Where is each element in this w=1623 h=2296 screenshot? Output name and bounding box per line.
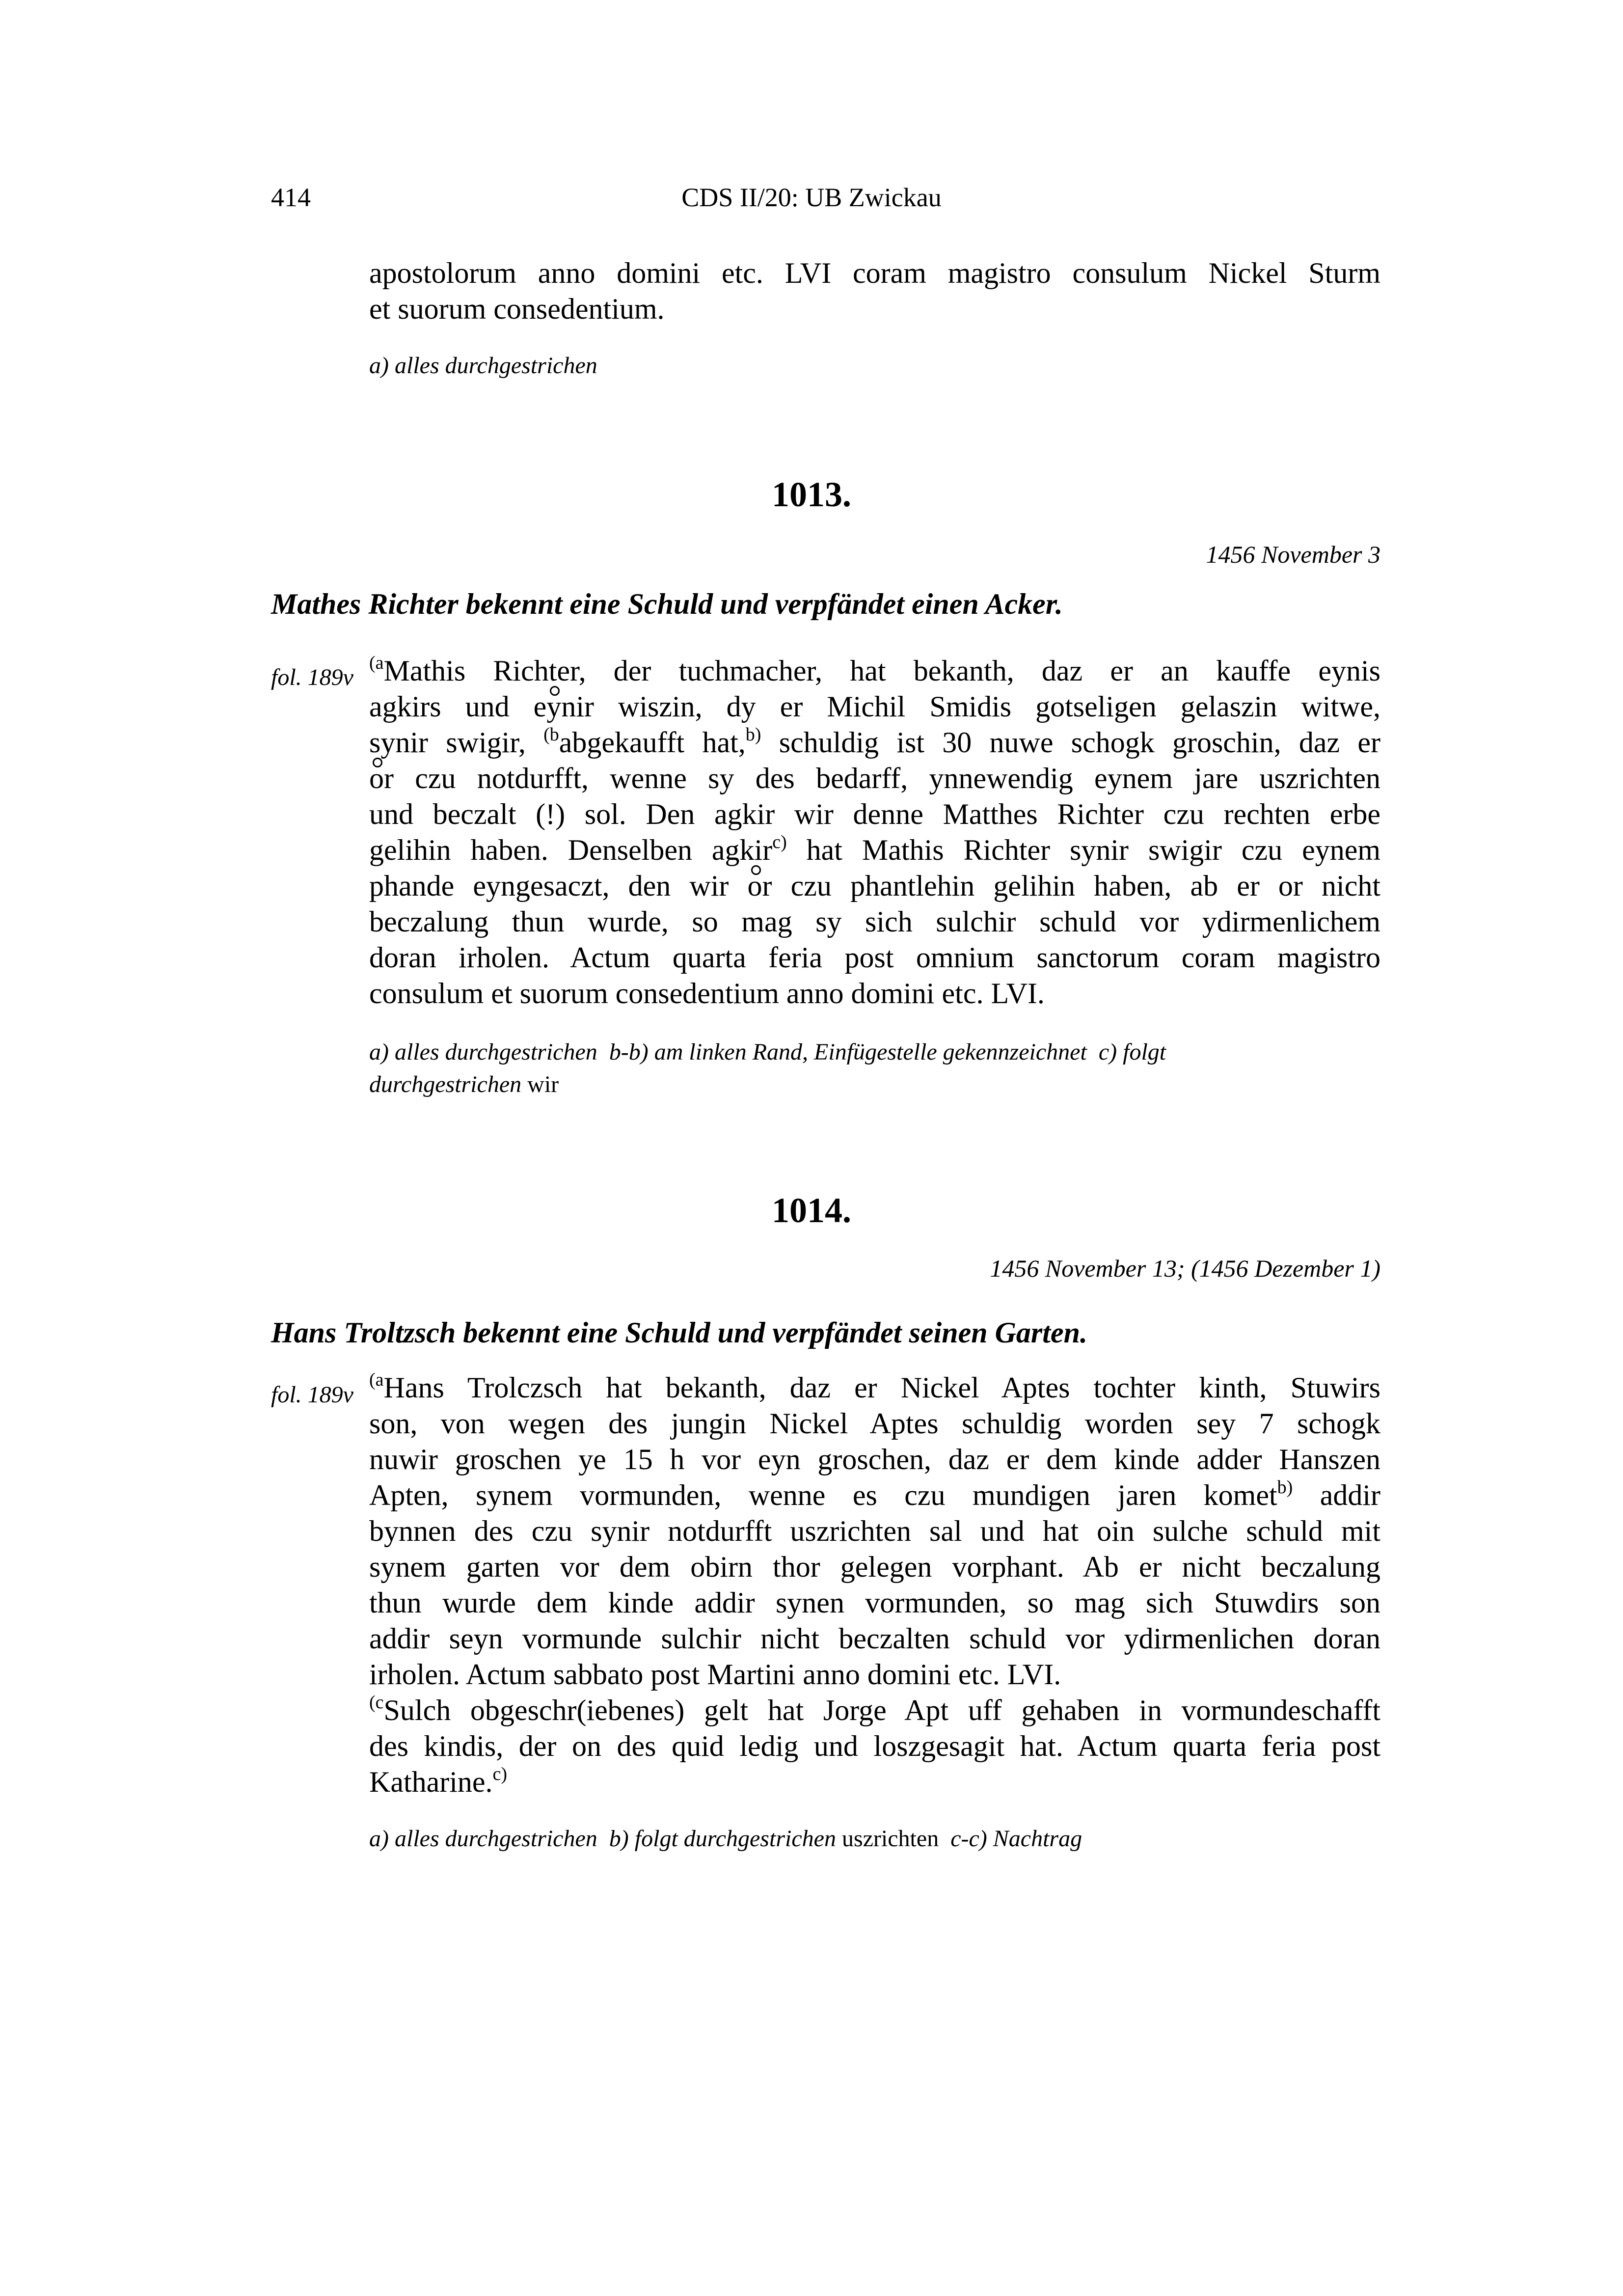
text-line: et suorum consedentium. (369, 293, 665, 325)
text-line: son, von wegen des jungin Nickel Aptes schuldig worden sey 7 schogk (369, 1407, 1380, 1440)
previous-entry-footnote: a) alles durchgestrichen (369, 353, 597, 379)
folio-reference: fol. 189v (271, 1382, 353, 1408)
text-line: thun wurde dem kinde addir synen vormunden, so mag sich Stuwdirs son (369, 1586, 1380, 1619)
entry-footnotes: a) alles durchgestrichen b-b) am linken Rand, Einfügestelle gekennzeichnet c) folgt durchgestrichen wir (369, 1039, 1166, 1097)
text-line: $^{(a}$Hans Trolczsch hat bekanth, daz er Nickel Aptes tochter kinth, Stuwirs (369, 1369, 1380, 1404)
text-line: consulum et suorum consedentium anno domini etc. LVI. (369, 977, 1045, 1010)
text-line: agkirs und eynir wiszin, dy er Michil Smidis gotseligen gelaszin witwe, (369, 689, 1380, 725)
entry-summary: Mathes Richter bekennt eine Schuld und verpfändet einen Acker. (271, 588, 1063, 620)
text-line: gelihin haben. Denselben agkir$^{c)}$ hat Mathis Richter synir swigir czu eynem (369, 832, 1381, 866)
page-number: 414 (271, 183, 311, 212)
text-line: $^{(a}$Mathis Richter, der tuchmacher, hat bekanth, daz er an kauffe eynis (369, 653, 1380, 687)
text-line: addir seyn vormunde sulchir nicht beczalten schuld vor ydirmenlichen doran (369, 1622, 1380, 1655)
footnote-marker: c) (772, 832, 787, 852)
entry-number: 1013. (772, 475, 851, 514)
superscript-ring-letter: o (748, 868, 762, 904)
text-line: irholen. Actum sabbato post Martini anno domini etc. LVI. (369, 1658, 1061, 1691)
folio-reference: fol. 189v (271, 664, 353, 690)
superscript-ring-letter: o (369, 761, 384, 796)
text-line: $^{(c}$Sulch obgeschr(iebenes) gelt hat Jorge Apt uff gehaben in vormundeschafft (369, 1692, 1380, 1726)
footnote-marker: c) (492, 1764, 508, 1784)
text-line: und beczalt (!) sol. Den agkir wir denne Matthes Richter czu rechten erbe (369, 798, 1380, 830)
entry-text (369, 1370, 1380, 1800)
entry-date: 1456 November 3 (1206, 541, 1380, 568)
text-line: Apten, synem vormunden, wenne es czu mundigen jaren komet$^{b)}$ addir (369, 1477, 1381, 1511)
text-line: apostolorum anno domini etc. LVI coram magistro consulum Nickel Sturm (369, 257, 1380, 289)
text-line: doran irholen. Actum quarta feria post omnium sanctorum coram magistro (369, 941, 1380, 974)
text-line: phande eyngesaczt, den wir or czu phantlehin gelihin haben, ab er or nicht (369, 868, 1380, 904)
text-line: nuwir groschen ye 15 h vor eyn groschen, daz er dem kinde adder Hanszen (369, 1443, 1380, 1476)
running-header (0, 178, 1623, 217)
entry-number: 1014. (772, 1191, 851, 1230)
entry-summary: Hans Troltzsch bekennt eine Schuld und verpfändet seinen Garten. (271, 1316, 1087, 1349)
text-line: des kindis, der on des quid ledig und loszgesagit hat. Actum quarta feria post (369, 1730, 1380, 1762)
footnote-marker: (a (369, 1369, 384, 1390)
text-line: Katharine.$^{c)}$ (369, 1764, 508, 1798)
running-title: CDS II/20: UB Zwickau (681, 183, 942, 212)
text-line: beczalung thun wurde, so mag sy sich sulchir schuld vor ydirmenlichem (369, 905, 1380, 938)
text-line: synem garten vor dem obirn thor gelegen vorphant. Ab er nicht beczalung (369, 1551, 1380, 1583)
entry-footnotes: a) alles durchgestrichen b) folgt durchgestrichen uszrichten c-c) Nachtrag (369, 1826, 1082, 1852)
footnote-marker: (b (543, 724, 559, 745)
footnote-marker: (c (369, 1692, 384, 1713)
previous-entry-text (369, 255, 1380, 327)
text-line: bynnen des czu synir notdurfft uszrichten sal und hat oin sulche schuld mit (369, 1515, 1380, 1547)
entry-date: 1456 November 13; (1456 Dezember 1) (990, 1255, 1380, 1282)
superscript-ring-letter: y (546, 689, 561, 725)
entry-text (369, 653, 1380, 1011)
footnote-marker: (a (369, 653, 384, 673)
footnote-marker: b) (1277, 1477, 1293, 1498)
text-line: synir swigir, $^{(b}$abgekaufft hat,$^{b)}$ schuldig ist 30 nuwe schogk groschin, daz er (369, 724, 1380, 759)
footnote-marker: b) (745, 724, 761, 745)
text-line: or czu notdurfft, wenne sy des bedarff, ynnewendig eynem jare uszrichten (369, 761, 1380, 796)
